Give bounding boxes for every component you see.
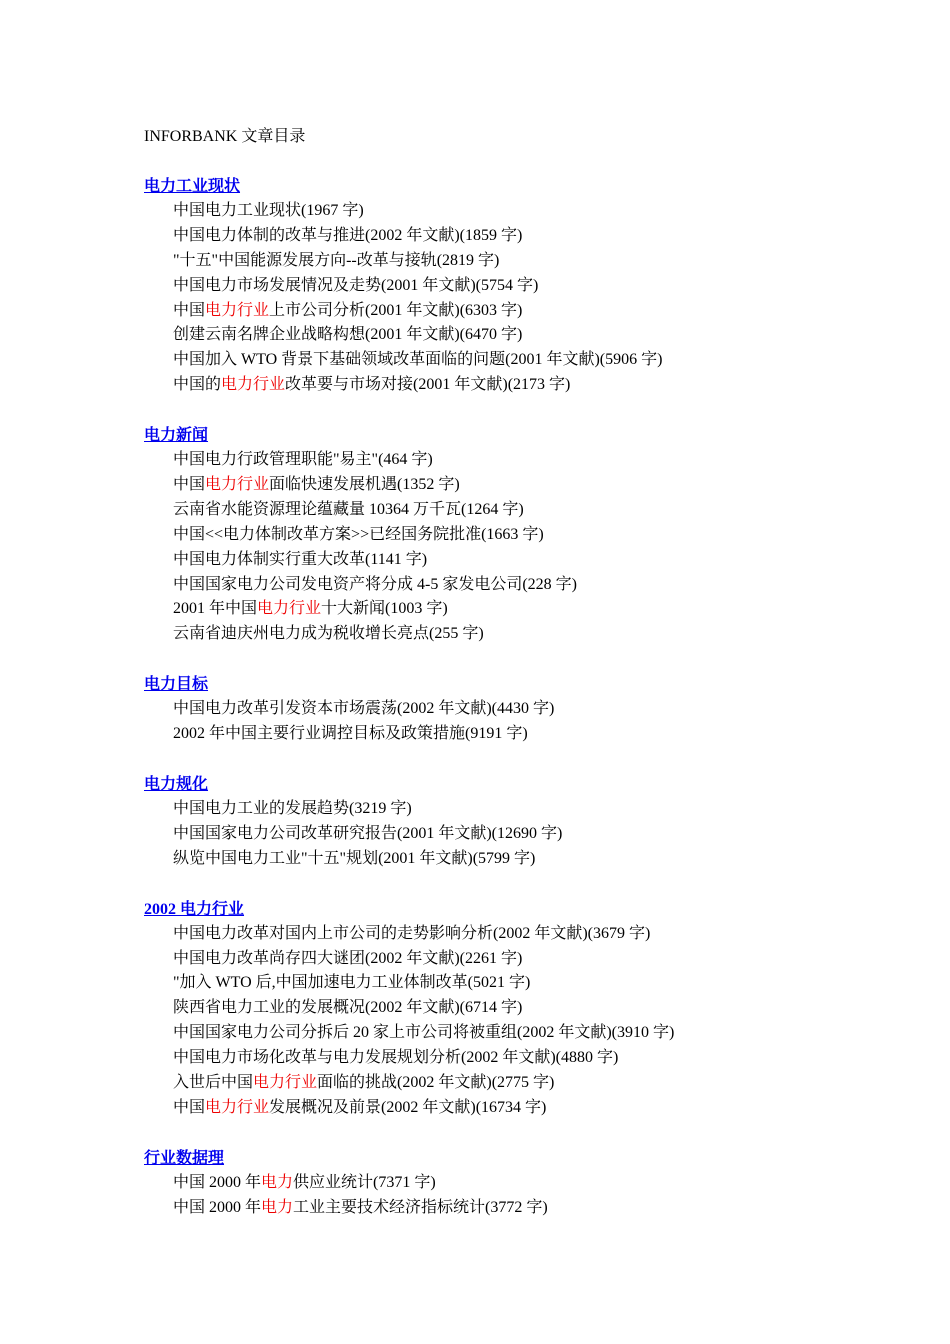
article-item [144,573,844,598]
section-heading-link[interactable]: 电力新闻 [144,427,209,445]
article-item [144,622,844,647]
article-item [144,996,844,1021]
article-text: 面临的挑战(2002 年文献)(2775 字) [317,1074,555,1092]
article-item [144,274,844,299]
article-text: 2001 年中国 [173,600,258,618]
article-list [144,1171,844,1221]
article-item [144,373,844,398]
article-text: 中国 2000 年 [173,1198,262,1216]
article-item [144,299,844,324]
highlighted-keyword: 电力行业 [253,1074,318,1092]
article-list [144,199,844,398]
article-text: "加入 WTO 后,中国加速电力工业体制改革(5021 字) [173,974,531,992]
article-text: 陕西省电力工业的发展概况(2002 年文献)(6714 字) [173,999,523,1017]
article-text: 中国电力改革引发资本市场震荡(2002 年文献)(4430 字) [173,700,555,718]
article-list [144,922,844,1121]
article-item [144,797,844,822]
article-item [144,597,844,622]
section [144,897,844,1121]
section-heading-link[interactable]: 行业数据理 [144,1149,225,1167]
article-text: 入世后中国 [173,1074,254,1092]
article-item [144,323,844,348]
article-text: 中国电力市场发展情况及走势(2001 年文献)(5754 字) [173,276,539,294]
highlighted-keyword: 电力行业 [205,476,270,494]
article-text: 中国电力工业现状(1967 字) [173,202,364,219]
article-text: 中国电力行政管理职能"易主"(464 字) [173,451,433,469]
highlighted-keyword: 电力 [261,1173,294,1191]
section [144,672,844,747]
article-item [144,722,844,747]
article-text: 十大新闻(1003 字) [321,600,448,618]
article-item [144,697,844,722]
article-item [144,1196,844,1221]
highlighted-keyword: 电力行业 [221,376,286,394]
section [144,423,844,647]
article-text: 中国加入 WTO 背景下基础领域改革面临的问题(2001 年文献)(5906 字) [173,351,663,369]
article-text: 中国 [173,301,206,319]
highlighted-keyword: 电力行业 [205,1098,270,1116]
document-title: INFORBANK 文章目录 [144,128,306,145]
article-text: 云南省水能资源理论蕴藏量 10364 万千瓦(1264 字) [173,500,524,518]
highlighted-keyword: 电力行业 [205,301,270,319]
section-heading-link[interactable]: 2002 电力行业 [144,900,245,918]
article-text: 中国电力体制实行重大改革(1141 字) [173,550,428,568]
article-text: 云南省迪庆州电力成为税收增长亮点(255 字) [173,625,484,643]
article-item [144,448,844,473]
article-text: 改革要与市场对接(2001 年文献)(2173 字) [285,376,571,394]
article-text: 中国电力改革尚存四大谜团(2002 年文献)(2261 字) [173,949,523,967]
article-text: 中国电力体制的改革与推进(2002 年文献)(1859 字) [173,226,523,244]
section [144,1146,844,1221]
article-item [144,473,844,498]
article-text: 上市公司分析(2001 年文献)(6303 字) [269,301,523,319]
article-item [144,1046,844,1071]
article-text: 中国国家电力公司改革研究报告(2001 年文献)(12690 字) [173,824,563,842]
article-text: 中国电力改革对国内上市公司的走势影响分析(2002 年文献)(3679 字) [173,924,651,942]
section-heading-link[interactable]: 电力目标 [144,676,209,694]
section [144,772,844,872]
article-item [144,1021,844,1046]
section [144,174,844,398]
article-item [144,847,844,872]
article-text: 中国电力工业的发展趋势(3219 字) [173,800,412,818]
article-item [144,947,844,972]
article-item [144,348,844,373]
article-item [144,1096,844,1121]
article-item [144,1071,844,1096]
article-text: 2002 年中国主要行业调控目标及政策措施(9191 字) [173,725,528,743]
article-text: 中国<<电力体制改革方案>>已经国务院批准(1663 字) [173,525,544,543]
article-list [144,448,844,647]
article-text: 供应业统计(7371 字) [293,1173,436,1191]
article-text: 发展概况及前景(2002 年文献)(16734 字) [269,1098,547,1116]
article-text: 中国国家电力公司分拆后 20 家上市公司将被重组(2002 年文献)(3910 字) [173,1024,675,1042]
section-heading-link[interactable]: 电力工业现状 [144,178,241,195]
article-text: 创建云南名牌企业战略构想(2001 年文献)(6470 字) [173,326,523,344]
article-list [144,697,844,747]
article-item [144,1171,844,1196]
article-text: 面临快速发展机遇(1352 字) [269,476,460,494]
article-item [144,224,844,249]
article-text: 中国 2000 年 [173,1173,262,1191]
article-text: "十五"中国能源发展方向--改革与接轨(2819 字) [173,251,500,269]
article-item [144,822,844,847]
article-item [144,249,844,274]
article-item [144,548,844,573]
article-text: 纵览中国电力工业"十五"规划(2001 年文献)(5799 字) [173,849,536,867]
article-item [144,498,844,523]
article-item [144,523,844,548]
article-text: 中国国家电力公司发电资产将分成 4-5 家发电公司(228 字) [173,575,577,593]
article-text: 中国的 [173,376,222,394]
highlighted-keyword: 电力 [261,1198,294,1216]
article-item [144,922,844,947]
article-text: 中国电力市场化改革与电力发展规划分析(2002 年文献)(4880 字) [173,1049,619,1067]
document-page [144,124,844,1246]
article-text: 中国 [173,476,206,494]
highlighted-keyword: 电力行业 [257,600,322,618]
article-item [144,971,844,996]
article-list [144,797,844,872]
article-item [144,199,844,224]
article-text: 中国 [173,1098,206,1116]
article-text: 工业主要技术经济指标统计(3772 字) [293,1198,548,1216]
section-heading-link[interactable]: 电力规化 [144,776,209,794]
sections-container [144,174,844,1221]
